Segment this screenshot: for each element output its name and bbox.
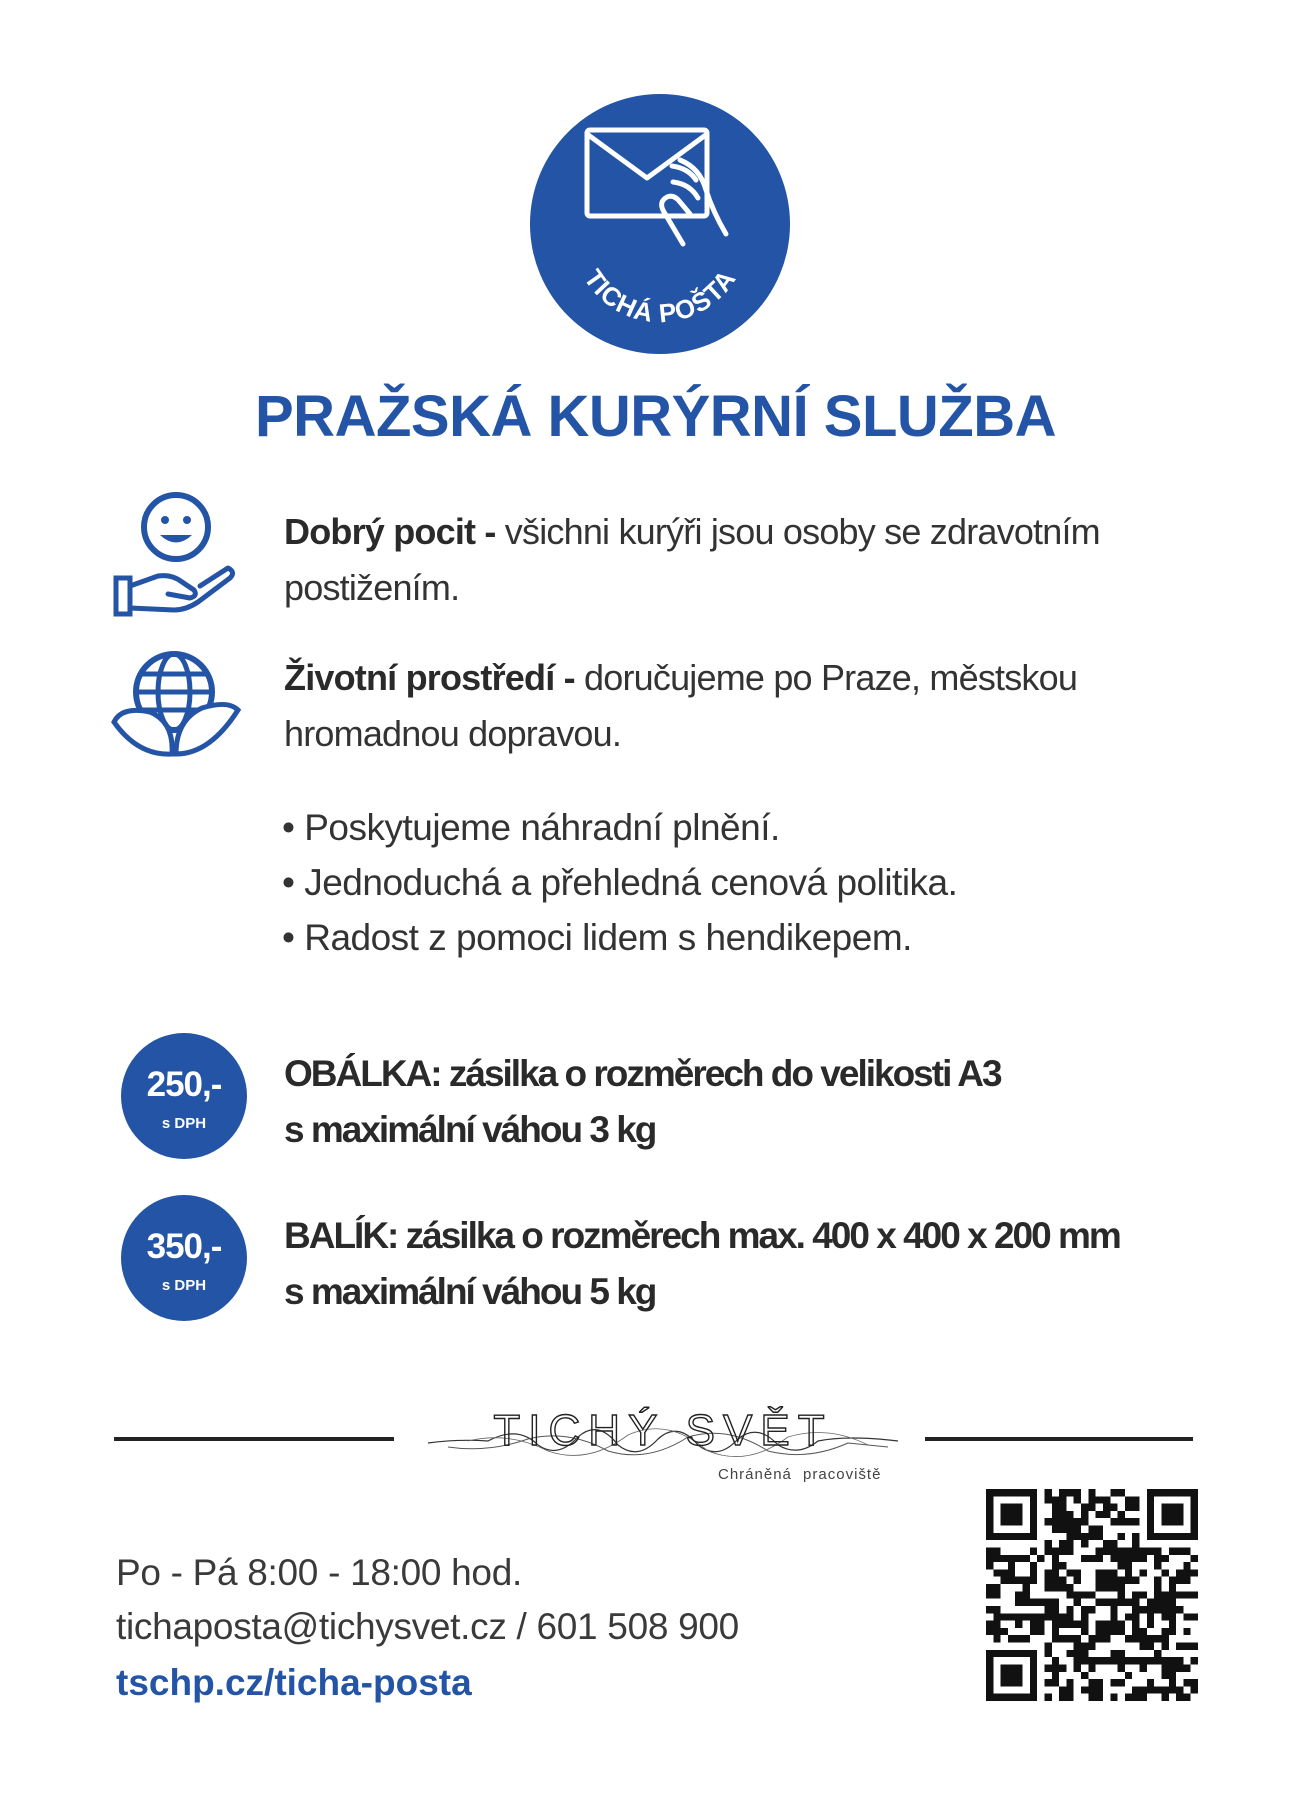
offer-line: s maximální váhou 3 kg [284, 1109, 656, 1150]
offer-envelope [284, 1046, 1244, 1158]
list-item: • Poskytujeme náhradní plnění. [282, 807, 780, 848]
divider-left [114, 1437, 394, 1441]
brand-subtitle: Chráněná pracoviště [718, 1466, 882, 1483]
logo-text: TICHÁ POŠTA [578, 263, 742, 329]
qr-code-icon [986, 1489, 1198, 1701]
page-title: PRAŽSKÁ KURÝRNÍ SLUŽBA [255, 384, 1056, 449]
price-value: 350,- [146, 1227, 222, 1266]
feature-bold: Dobrý pocit - [284, 511, 496, 552]
smiley-hand-icon [112, 490, 238, 620]
feature-environment [284, 650, 1204, 762]
price-value: 250,- [146, 1065, 222, 1104]
offer-line: OBÁLKA: zásilka o rozměrech do velikosti A3 [284, 1053, 1001, 1094]
offer-line: s maximální váhou 5 kg [284, 1271, 656, 1312]
email-phone[interactable]: tichaposta@tichysvet.cz / 601 508 900 [116, 1606, 739, 1647]
feature-good-feeling [284, 504, 1204, 616]
price-vat: s DPH [161, 1115, 207, 1132]
divider-right [925, 1437, 1193, 1441]
opening-hours: Po - Pá 8:00 - 18:00 hod. [116, 1552, 522, 1593]
list-item: • Radost z pomoci lidem s hendikepem. [282, 917, 912, 958]
envelope-hand-icon [530, 94, 790, 354]
website-link[interactable]: tschp.cz/ticha-posta [116, 1662, 472, 1703]
price-badge [121, 1033, 247, 1159]
globe-leaves-icon [110, 650, 242, 760]
feature-bold: Životní prostředí - [284, 657, 575, 698]
list-item: • Jednoduchá a přehledná cenová politika. [282, 862, 958, 903]
price-vat: s DPH [161, 1277, 207, 1294]
offer-line: BALÍK: zásilka o rozměrech max. 400 x 400 x 200 mm [284, 1215, 1120, 1256]
benefits-list [282, 800, 1182, 965]
feature-text: doručujeme po Praze, městskou hromadnou dopravou. [284, 657, 1078, 754]
brand-name: TICHÝ SVĚT [493, 1406, 833, 1455]
feature-text: všichni kurýři jsou osoby se zdravotním postižením. [284, 511, 1100, 608]
price-badge [121, 1195, 247, 1321]
offer-package [284, 1208, 1244, 1320]
